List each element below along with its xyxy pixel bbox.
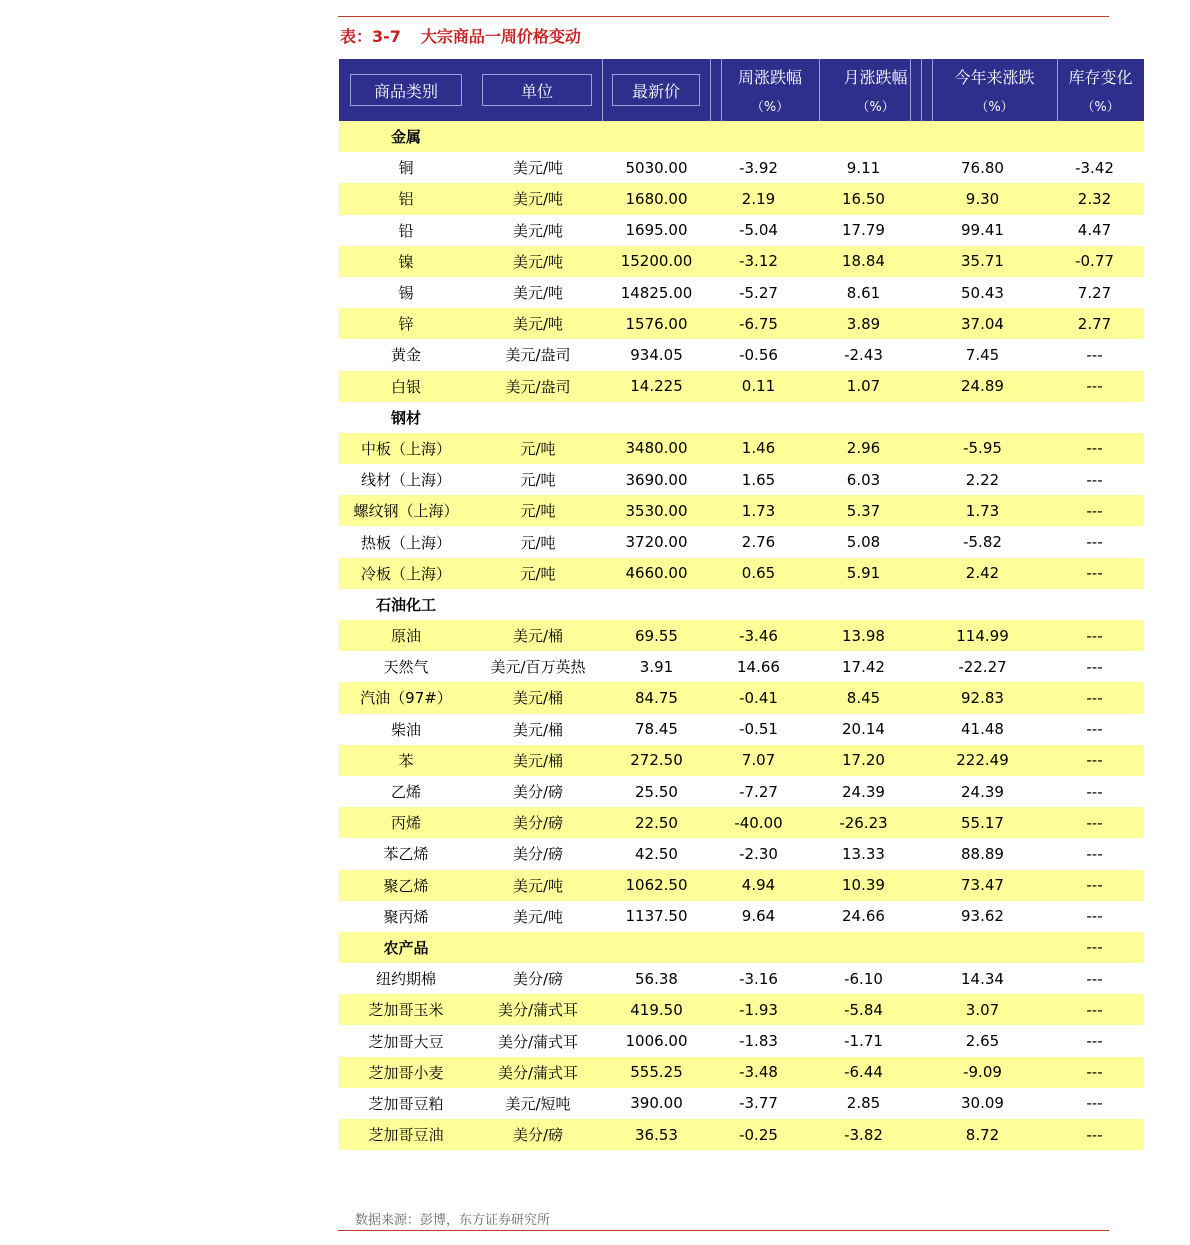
inventory-change-cell: --- — [1086, 907, 1103, 926]
ytd-change-cell: 14.34 — [961, 969, 1004, 988]
ytd-change-cell: 37.04 — [961, 314, 1004, 333]
commodity-name-cell: 中板（上海） — [360, 439, 451, 458]
weekly-change-cell: 1.73 — [741, 501, 776, 520]
header-inventory — [1057, 59, 1144, 121]
commodity-name-cell: 天然气 — [383, 658, 429, 677]
commodity-name-cell: 黄金 — [390, 346, 421, 365]
unit-cell: 美分/磅 — [512, 970, 564, 989]
header-weekly-label: 周涨跌幅 — [737, 68, 802, 87]
header-divider — [710, 59, 711, 121]
header-inventory-label: 库存变化 — [1068, 68, 1133, 87]
latest-price-cell: 14.225 — [630, 377, 683, 396]
monthly-change-cell: 13.33 — [842, 844, 885, 863]
table-row — [339, 433, 1144, 464]
inventory-change-cell: --- — [1086, 782, 1103, 801]
weekly-change-cell: 7.07 — [741, 751, 776, 770]
unit-cell: 美元/吨 — [512, 159, 564, 178]
weekly-change-cell: 14.66 — [737, 657, 780, 676]
monthly-change-cell: 5.37 — [846, 501, 881, 520]
weekly-change-cell: 1.46 — [741, 439, 776, 458]
weekly-change-cell: 4.94 — [741, 876, 776, 895]
inventory-change-cell: --- — [1086, 1063, 1103, 1082]
commodity-name-cell: 冷板（上海） — [360, 564, 451, 583]
inventory-change-cell: --- — [1086, 751, 1103, 770]
monthly-change-cell: -3.82 — [844, 1125, 883, 1144]
inventory-change-cell: --- — [1086, 626, 1103, 645]
weekly-change-cell: 2.76 — [741, 533, 776, 552]
latest-price-cell: 4660.00 — [625, 564, 688, 583]
monthly-change-cell: 20.14 — [842, 720, 885, 739]
inventory-change-cell: --- — [1086, 345, 1103, 364]
latest-price-cell: 1576.00 — [625, 314, 688, 333]
table-row — [339, 745, 1144, 776]
weekly-change-cell: -0.56 — [739, 345, 778, 364]
ytd-change-cell: 76.80 — [961, 158, 1004, 177]
unit-cell: 美分/蒲式耳 — [497, 1032, 579, 1051]
inventory-change-cell: -3.42 — [1075, 158, 1114, 177]
monthly-change-cell: -26.23 — [839, 813, 888, 832]
commodity-name-cell: 汽油（97#） — [360, 689, 452, 708]
inventory-change-cell: --- — [1086, 564, 1103, 583]
unit-cell: 美元/桶 — [512, 689, 564, 708]
ytd-change-cell: 88.89 — [961, 844, 1004, 863]
commodity-name-cell: 苯 — [398, 751, 414, 770]
weekly-change-cell: 2.19 — [741, 189, 776, 208]
latest-price-cell: 84.75 — [635, 688, 678, 707]
unit-cell: 美元/短吨 — [505, 1094, 571, 1113]
commodity-name-cell: 铝 — [398, 190, 414, 209]
inventory-change-cell: --- — [1086, 501, 1103, 520]
weekly-change-cell: -2.30 — [739, 844, 778, 863]
weekly-change-cell: -1.93 — [739, 1000, 778, 1019]
unit-cell: 美元/吨 — [512, 907, 564, 926]
header-monthly — [819, 59, 932, 121]
unit-cell: 元/吨 — [520, 439, 556, 458]
caption-title: 大宗商品一周价格变动 — [420, 27, 581, 46]
table-row — [339, 152, 1144, 183]
weekly-change-cell: -0.51 — [739, 720, 778, 739]
inventory-change-cell: --- — [1086, 813, 1103, 832]
unit-cell: 美元/吨 — [512, 876, 564, 895]
inventory-change-cell: -0.77 — [1075, 252, 1114, 271]
inventory-change-cell: --- — [1086, 1032, 1103, 1051]
latest-price-cell: 3.91 — [639, 657, 674, 676]
monthly-change-cell: 5.08 — [846, 533, 881, 552]
unit-cell: 美元/盎司 — [505, 377, 571, 396]
header-ytd-unit: （%） — [975, 100, 1014, 115]
ytd-change-cell: 114.99 — [956, 626, 1009, 645]
table-row — [339, 807, 1144, 838]
table-row — [339, 776, 1144, 807]
header-ytd-label: 今年来涨跌 — [954, 68, 1035, 87]
latest-price-cell: 3530.00 — [625, 501, 688, 520]
monthly-change-cell: 17.42 — [842, 657, 885, 676]
ytd-change-cell: -5.82 — [963, 533, 1002, 552]
table-row — [339, 963, 1144, 994]
monthly-change-cell: 10.39 — [842, 876, 885, 895]
monthly-change-cell: -6.44 — [844, 1063, 883, 1082]
inventory-change-cell: 7.27 — [1077, 283, 1112, 302]
monthly-change-cell: 17.20 — [842, 751, 885, 770]
commodity-price-table — [339, 59, 1144, 1150]
table-header — [339, 59, 1144, 121]
table-row — [339, 682, 1144, 713]
latest-price-cell: 390.00 — [630, 1094, 683, 1113]
table-row — [339, 1119, 1144, 1150]
table-row — [339, 246, 1144, 277]
unit-cell: 美元/盎司 — [505, 346, 571, 365]
weekly-change-cell: -3.77 — [739, 1094, 778, 1113]
unit-cell: 美元/桶 — [512, 627, 564, 646]
inventory-change-cell: --- — [1086, 377, 1103, 396]
commodity-name-cell: 苯乙烯 — [383, 845, 429, 864]
ytd-change-cell: 1.73 — [965, 501, 1000, 520]
category-row — [339, 932, 1144, 963]
latest-price-cell: 1680.00 — [625, 189, 688, 208]
monthly-change-cell: 24.66 — [842, 907, 885, 926]
unit-cell: 元/吨 — [520, 533, 556, 552]
ytd-change-cell: 3.07 — [965, 1000, 1000, 1019]
monthly-change-cell: 6.03 — [846, 470, 881, 489]
unit-cell: 美元/桶 — [512, 751, 564, 770]
category-label: 金属 — [390, 128, 421, 147]
table-row — [339, 371, 1144, 402]
inventory-change-cell: --- — [1086, 844, 1103, 863]
monthly-change-cell: 17.79 — [842, 221, 885, 240]
latest-price-cell: 1137.50 — [625, 907, 688, 926]
commodity-name-cell: 热板（上海） — [360, 533, 451, 552]
weekly-change-cell: -5.27 — [739, 283, 778, 302]
inventory-change-cell: --- — [1086, 720, 1103, 739]
ytd-change-cell: 30.09 — [961, 1094, 1004, 1113]
inventory-change-cell: --- — [1086, 470, 1103, 489]
table-row — [339, 1025, 1144, 1056]
monthly-change-cell: 8.45 — [846, 688, 881, 707]
category-label: 农产品 — [383, 938, 429, 957]
weekly-change-cell: 0.65 — [741, 564, 776, 583]
weekly-change-cell: 1.65 — [741, 470, 776, 489]
unit-cell: 美分/蒲式耳 — [497, 1001, 579, 1020]
table-row — [339, 495, 1144, 526]
table-row — [339, 1088, 1144, 1119]
ytd-change-cell: -9.09 — [963, 1063, 1002, 1082]
unit-cell: 美元/吨 — [512, 284, 564, 303]
weekly-change-cell: -0.41 — [739, 688, 778, 707]
ytd-change-cell: 93.62 — [961, 907, 1004, 926]
ytd-change-cell: 222.49 — [956, 751, 1009, 770]
weekly-change-cell: -6.75 — [739, 314, 778, 333]
ytd-change-cell: 7.45 — [965, 345, 1000, 364]
monthly-change-cell: 9.11 — [846, 158, 881, 177]
monthly-change-cell: 2.96 — [846, 439, 881, 458]
inventory-change-cell: 2.32 — [1077, 189, 1112, 208]
latest-price-cell: 15200.00 — [620, 252, 693, 271]
ytd-change-cell: 24.89 — [961, 377, 1004, 396]
table-row — [339, 1057, 1144, 1088]
inventory-change-cell: --- — [1086, 876, 1103, 895]
bottom-rule — [338, 1230, 1109, 1231]
weekly-change-cell: -3.92 — [739, 158, 778, 177]
weekly-change-cell: -7.27 — [739, 782, 778, 801]
header-divider — [921, 59, 922, 121]
monthly-change-cell: 1.07 — [846, 377, 881, 396]
header-weekly — [721, 59, 819, 121]
category-label: 钢材 — [390, 408, 421, 427]
latest-price-cell: 1695.00 — [625, 221, 688, 240]
unit-cell: 美分/蒲式耳 — [497, 1063, 579, 1082]
category-row — [339, 589, 1144, 620]
ytd-change-cell: -22.27 — [958, 657, 1007, 676]
commodity-name-cell: 芝加哥玉米 — [368, 1001, 444, 1020]
latest-price-cell: 56.38 — [635, 969, 678, 988]
commodity-name-cell: 乙烯 — [390, 783, 421, 802]
header-inventory-unit: （%） — [1081, 100, 1120, 115]
unit-cell: 美分/磅 — [512, 845, 564, 864]
unit-cell: 美分/磅 — [512, 783, 564, 802]
table-body — [339, 121, 1144, 1150]
table-row — [339, 464, 1144, 495]
ytd-change-cell: 50.43 — [961, 283, 1004, 302]
monthly-change-cell: 3.89 — [846, 314, 881, 333]
ytd-change-cell: 35.71 — [961, 252, 1004, 271]
inventory-change-cell: --- — [1086, 938, 1103, 957]
unit-cell: 美元/桶 — [512, 720, 564, 739]
latest-price-cell: 419.50 — [630, 1000, 683, 1019]
latest-price-cell: 555.25 — [630, 1063, 683, 1082]
latest-price-cell: 69.55 — [635, 626, 678, 645]
commodity-name-cell: 螺纹钢（上海） — [353, 502, 459, 521]
inventory-change-cell: --- — [1086, 439, 1103, 458]
header-ytd — [932, 59, 1057, 121]
commodity-name-cell: 柴油 — [390, 720, 421, 739]
header-unit — [482, 59, 592, 121]
commodity-name-cell: 丙烯 — [390, 814, 421, 833]
weekly-change-cell: -3.48 — [739, 1063, 778, 1082]
top-rule — [338, 16, 1109, 17]
monthly-change-cell: 18.84 — [842, 252, 885, 271]
header-unit-label: 单位 — [482, 74, 592, 106]
latest-price-cell: 5030.00 — [625, 158, 688, 177]
ytd-change-cell: 73.47 — [961, 876, 1004, 895]
header-category-label: 商品类别 — [350, 74, 462, 106]
monthly-change-cell: -6.10 — [844, 969, 883, 988]
inventory-change-cell: --- — [1086, 1125, 1103, 1144]
commodity-name-cell: 芝加哥豆粕 — [368, 1094, 444, 1113]
weekly-change-cell: 0.11 — [741, 377, 776, 396]
latest-price-cell: 22.50 — [635, 813, 678, 832]
latest-price-cell: 14825.00 — [620, 283, 693, 302]
latest-price-cell: 78.45 — [635, 720, 678, 739]
ytd-change-cell: 2.65 — [965, 1032, 1000, 1051]
ytd-change-cell: 41.48 — [961, 720, 1004, 739]
latest-price-cell: 934.05 — [630, 345, 683, 364]
table-row — [339, 620, 1144, 651]
unit-cell: 美分/磅 — [512, 814, 564, 833]
header-monthly-label: 月涨跌幅 — [843, 68, 908, 87]
table-row — [339, 526, 1144, 557]
commodity-name-cell: 芝加哥大豆 — [368, 1032, 444, 1051]
unit-cell: 元/吨 — [520, 564, 556, 583]
commodity-name-cell: 芝加哥豆油 — [368, 1126, 444, 1145]
unit-cell: 美元/百万英热 — [490, 658, 586, 677]
weekly-change-cell: -40.00 — [734, 813, 783, 832]
monthly-change-cell: 24.39 — [842, 782, 885, 801]
monthly-change-cell: 8.61 — [846, 283, 881, 302]
table-row — [339, 994, 1144, 1025]
category-row — [339, 121, 1144, 152]
unit-cell: 美元/吨 — [512, 315, 564, 334]
weekly-change-cell: -1.83 — [739, 1032, 778, 1051]
commodity-name-cell: 线材（上海） — [360, 471, 451, 490]
table-row — [339, 339, 1144, 370]
ytd-change-cell: 99.41 — [961, 221, 1004, 240]
table-row — [339, 714, 1144, 745]
inventory-change-cell: --- — [1086, 688, 1103, 707]
commodity-name-cell: 聚丙烯 — [383, 907, 429, 926]
commodity-name-cell: 白银 — [390, 377, 421, 396]
ytd-change-cell: 2.42 — [965, 564, 1000, 583]
latest-price-cell: 272.50 — [630, 751, 683, 770]
table-caption — [340, 24, 581, 47]
commodity-name-cell: 铅 — [398, 221, 414, 240]
unit-cell: 元/吨 — [520, 471, 556, 490]
latest-price-cell: 3690.00 — [625, 470, 688, 489]
table-row — [339, 183, 1144, 214]
latest-price-cell: 1006.00 — [625, 1032, 688, 1051]
ytd-change-cell: -5.95 — [963, 439, 1002, 458]
monthly-change-cell: 13.98 — [842, 626, 885, 645]
latest-price-cell: 1062.50 — [625, 876, 688, 895]
header-weekly-unit: （%） — [750, 100, 790, 115]
table-row — [339, 308, 1144, 339]
header-latest-price — [612, 59, 700, 121]
monthly-change-cell: -2.43 — [844, 345, 883, 364]
unit-cell: 元/吨 — [520, 502, 556, 521]
table-row — [339, 838, 1144, 869]
commodity-name-cell: 原油 — [390, 627, 421, 646]
monthly-change-cell: 5.91 — [846, 564, 881, 583]
ytd-change-cell: 9.30 — [965, 189, 1000, 208]
table-row — [339, 870, 1144, 901]
inventory-change-cell: --- — [1086, 533, 1103, 552]
inventory-change-cell: --- — [1086, 969, 1103, 988]
monthly-change-cell: 2.85 — [846, 1094, 881, 1113]
header-divider — [910, 59, 911, 121]
category-row — [339, 402, 1144, 433]
caption-number: 表：3-7 — [340, 27, 401, 46]
unit-cell: 美元/吨 — [512, 252, 564, 271]
ytd-change-cell: 55.17 — [961, 813, 1004, 832]
commodity-name-cell: 芝加哥小麦 — [368, 1063, 444, 1082]
commodity-name-cell: 锌 — [398, 315, 414, 334]
monthly-change-cell: 16.50 — [842, 189, 885, 208]
table-row — [339, 277, 1144, 308]
weekly-change-cell: -5.04 — [739, 221, 778, 240]
table-row — [339, 558, 1144, 589]
table-row — [339, 215, 1144, 246]
category-label: 石油化工 — [375, 595, 436, 614]
commodity-name-cell: 铜 — [398, 159, 414, 178]
ytd-change-cell: 2.22 — [965, 470, 1000, 489]
weekly-change-cell: -0.25 — [739, 1125, 778, 1144]
weekly-change-cell: -3.16 — [739, 969, 778, 988]
inventory-change-cell: --- — [1086, 1094, 1103, 1113]
inventory-change-cell: --- — [1086, 657, 1103, 676]
monthly-change-cell: -5.84 — [844, 1000, 883, 1019]
inventory-change-cell: 4.47 — [1077, 221, 1112, 240]
ytd-change-cell: 8.72 — [965, 1125, 1000, 1144]
latest-price-cell: 42.50 — [635, 844, 678, 863]
inventory-change-cell: 2.77 — [1077, 314, 1112, 333]
data-source-note: 数据来源：彭博，东方证券研究所 — [355, 1213, 551, 1228]
header-category — [350, 59, 462, 121]
inventory-change-cell: --- — [1086, 1000, 1103, 1019]
weekly-change-cell: -3.46 — [739, 626, 778, 645]
monthly-change-cell: -1.71 — [844, 1032, 883, 1051]
latest-price-cell: 25.50 — [635, 782, 678, 801]
header-latest-price-label: 最新价 — [612, 74, 700, 106]
ytd-change-cell: 24.39 — [961, 782, 1004, 801]
weekly-change-cell: 9.64 — [741, 907, 776, 926]
unit-cell: 美分/磅 — [512, 1126, 564, 1145]
header-divider — [602, 59, 603, 121]
commodity-name-cell: 纽约期棉 — [375, 970, 436, 989]
commodity-name-cell: 锡 — [398, 284, 414, 303]
latest-price-cell: 3480.00 — [625, 439, 688, 458]
latest-price-cell: 3720.00 — [625, 533, 688, 552]
ytd-change-cell: 92.83 — [961, 688, 1004, 707]
table-row — [339, 651, 1144, 682]
commodity-name-cell: 聚乙烯 — [383, 876, 429, 895]
unit-cell: 美元/吨 — [512, 190, 564, 209]
weekly-change-cell: -3.12 — [739, 252, 778, 271]
latest-price-cell: 36.53 — [635, 1125, 678, 1144]
commodity-name-cell: 镍 — [398, 252, 414, 271]
header-monthly-unit: （%） — [856, 100, 895, 115]
table-row — [339, 901, 1144, 932]
unit-cell: 美元/吨 — [512, 221, 564, 240]
